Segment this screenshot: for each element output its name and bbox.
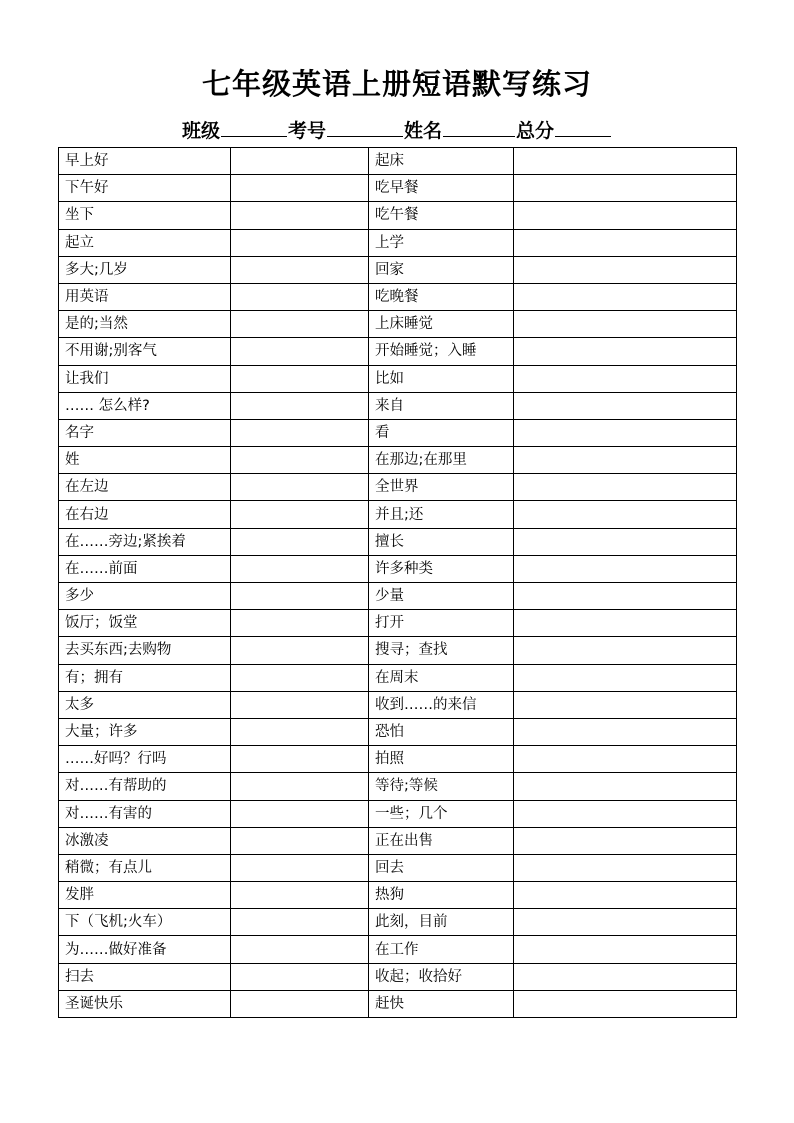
answer-right-blank[interactable] [514,311,737,338]
phrase-left: 在……前面 [59,555,231,582]
answer-left-blank[interactable] [231,800,369,827]
answer-left-blank[interactable] [231,773,369,800]
answer-right-blank[interactable] [514,528,737,555]
phrase-right: 恐怕 [369,718,514,745]
answer-right-blank[interactable] [514,365,737,392]
table-row [59,419,737,446]
table-row [59,637,737,664]
phrase-left: 用英语 [59,283,231,310]
answer-left-blank[interactable] [231,555,369,582]
phrase-right: 回家 [369,256,514,283]
table-row [59,338,737,365]
answer-left-blank[interactable] [231,963,369,990]
answer-right-blank[interactable] [514,637,737,664]
answer-left-blank[interactable] [231,936,369,963]
phrase-right: 收到……的来信 [369,691,514,718]
answer-left-blank[interactable] [231,311,369,338]
answer-right-blank[interactable] [514,447,737,474]
answer-left-blank[interactable] [231,528,369,555]
answer-right-blank[interactable] [514,256,737,283]
answer-left-blank[interactable] [231,229,369,256]
answer-right-blank[interactable] [514,990,737,1017]
phrase-left: 多少 [59,583,231,610]
name-blank[interactable] [443,118,515,137]
table-row [59,936,737,963]
phrase-left: 在……旁边;紧挨着 [59,528,231,555]
answer-right-blank[interactable] [514,664,737,691]
table-row [59,392,737,419]
table-row [59,175,737,202]
phrase-left: 起立 [59,229,231,256]
answer-left-blank[interactable] [231,664,369,691]
table-row [59,854,737,881]
answer-right-blank[interactable] [514,338,737,365]
table-row [59,229,737,256]
phrase-left: 在右边 [59,501,231,528]
answer-left-blank[interactable] [231,392,369,419]
answer-right-blank[interactable] [514,963,737,990]
phrase-left: 下午好 [59,175,231,202]
phrase-left: 姓 [59,447,231,474]
answer-left-blank[interactable] [231,990,369,1017]
phrase-left: 坐下 [59,202,231,229]
table-row [59,610,737,637]
answer-right-blank[interactable] [514,882,737,909]
answer-right-blank[interactable] [514,691,737,718]
student-info-line [0,116,794,143]
phrase-right: 搜寻；查找 [369,637,514,664]
answer-right-blank[interactable] [514,148,737,175]
table-row [59,528,737,555]
phrase-left: 让我们 [59,365,231,392]
answer-left-blank[interactable] [231,175,369,202]
table-row [59,311,737,338]
answer-right-blank[interactable] [514,583,737,610]
class-label: 班级 [181,120,220,142]
table-row [59,827,737,854]
phrase-right: 起床 [369,148,514,175]
phrase-left: 为……做好准备 [59,936,231,963]
answer-left-blank[interactable] [231,283,369,310]
phrase-right: 在周末 [369,664,514,691]
phrase-left: ……好吗？行吗 [59,746,231,773]
answer-left-blank[interactable] [231,148,369,175]
phrase-left: 下（飞机;火车） [59,909,231,936]
phrase-left: 多大;几岁 [59,256,231,283]
score-label: 总分 [516,120,555,142]
phrase-right: 热狗 [369,882,514,909]
phrase-right: 收起；收拾好 [369,963,514,990]
class-blank[interactable] [221,118,287,137]
table-row [59,990,737,1017]
table-row [59,664,737,691]
answer-left-blank[interactable] [231,827,369,854]
phrase-left: 饭厅；饭堂 [59,610,231,637]
phrase-right: 在那边;在那里 [369,447,514,474]
answer-left-blank[interactable] [231,583,369,610]
phrase-right: 许多种类 [369,555,514,582]
phrase-right: 回去 [369,854,514,881]
answer-right-blank[interactable] [514,800,737,827]
phrase-right: 一些；几个 [369,800,514,827]
phrase-right: 看 [369,419,514,446]
table-row [59,882,737,909]
table-row [59,909,737,936]
answer-right-blank[interactable] [514,746,737,773]
table-row [59,963,737,990]
table-row [59,746,737,773]
answer-right-blank[interactable] [514,718,737,745]
score-blank[interactable] [555,118,611,137]
table-row [59,148,737,175]
phrase-left: 有；拥有 [59,664,231,691]
phrase-right: 等待;等候 [369,773,514,800]
phrase-right: 在工作 [369,936,514,963]
answer-left-blank[interactable] [231,718,369,745]
phrase-left: 是的;当然 [59,311,231,338]
table-row [59,283,737,310]
phrase-right: 全世界 [369,474,514,501]
phrase-right: 吃晚餐 [369,283,514,310]
answer-right-blank[interactable] [514,419,737,446]
table-row [59,447,737,474]
phrase-right: 拍照 [369,746,514,773]
phrase-right: 上床睡觉 [369,311,514,338]
phrase-left: 去买东西;去购物 [59,637,231,664]
phrase-left: 不用谢;别客气 [59,338,231,365]
phrase-left: 早上好 [59,148,231,175]
phrase-left: 对……有帮助的 [59,773,231,800]
name-label: 姓名 [404,120,443,142]
phrase-left: 大量；许多 [59,718,231,745]
phrase-left: …… 怎么样? [59,392,231,419]
phrase-right: 吃午餐 [369,202,514,229]
phrase-right: 开始睡觉；入睡 [369,338,514,365]
answer-left-blank[interactable] [231,447,369,474]
answer-right-blank[interactable] [514,392,737,419]
table-row [59,256,737,283]
answer-left-blank[interactable] [231,854,369,881]
answer-right-blank[interactable] [514,909,737,936]
table-row [59,583,737,610]
answer-right-blank[interactable] [514,610,737,637]
phrase-right: 赶快 [369,990,514,1017]
table-row [59,365,737,392]
table-row [59,202,737,229]
answer-right-blank[interactable] [514,936,737,963]
exam-number-label: 考号 [287,120,326,142]
phrase-left: 扫去 [59,963,231,990]
answer-left-blank[interactable] [231,746,369,773]
phrase-left: 在左边 [59,474,231,501]
answer-left-blank[interactable] [231,882,369,909]
phrase-right: 吃早餐 [369,175,514,202]
table-body [59,148,737,1018]
phrase-right: 打开 [369,610,514,637]
exam-number-blank[interactable] [327,118,403,137]
answer-left-blank[interactable] [231,691,369,718]
answer-left-blank[interactable] [231,637,369,664]
answer-left-blank[interactable] [231,419,369,446]
answer-left-blank[interactable] [231,610,369,637]
phrase-dictation-table [58,147,737,1018]
table-row [59,773,737,800]
answer-right-blank[interactable] [514,229,737,256]
table-row [59,800,737,827]
phrase-left: 圣诞快乐 [59,990,231,1017]
answer-left-blank[interactable] [231,909,369,936]
answer-left-blank[interactable] [231,365,369,392]
worksheet-title: 七年级英语上册短语默写练习 [201,67,592,101]
answer-right-blank[interactable] [514,175,737,202]
phrase-right: 正在出售 [369,827,514,854]
phrase-right: 此刻，目前 [369,909,514,936]
answer-right-blank[interactable] [514,827,737,854]
answer-left-blank[interactable] [231,338,369,365]
phrase-left: 对……有害的 [59,800,231,827]
answer-right-blank[interactable] [514,555,737,582]
answer-right-blank[interactable] [514,773,737,800]
answer-left-blank[interactable] [231,256,369,283]
phrase-left: 稍微；有点儿 [59,854,231,881]
table-row [59,691,737,718]
phrase-left: 名字 [59,419,231,446]
answer-right-blank[interactable] [514,854,737,881]
answer-left-blank[interactable] [231,202,369,229]
answer-right-blank[interactable] [514,474,737,501]
phrase-right: 擅长 [369,528,514,555]
table-row [59,555,737,582]
phrase-right: 比如 [369,365,514,392]
phrase-right: 上学 [369,229,514,256]
answer-left-blank[interactable] [231,474,369,501]
phrase-left: 太多 [59,691,231,718]
answer-left-blank[interactable] [231,501,369,528]
answer-right-blank[interactable] [514,501,737,528]
table-row [59,501,737,528]
phrase-right: 少量 [369,583,514,610]
table-row [59,718,737,745]
phrase-left: 发胖 [59,882,231,909]
table-row [59,474,737,501]
phrase-left: 冰激凌 [59,827,231,854]
answer-right-blank[interactable] [514,283,737,310]
phrase-right: 并且;还 [369,501,514,528]
answer-right-blank[interactable] [514,202,737,229]
phrase-right: 来自 [369,392,514,419]
